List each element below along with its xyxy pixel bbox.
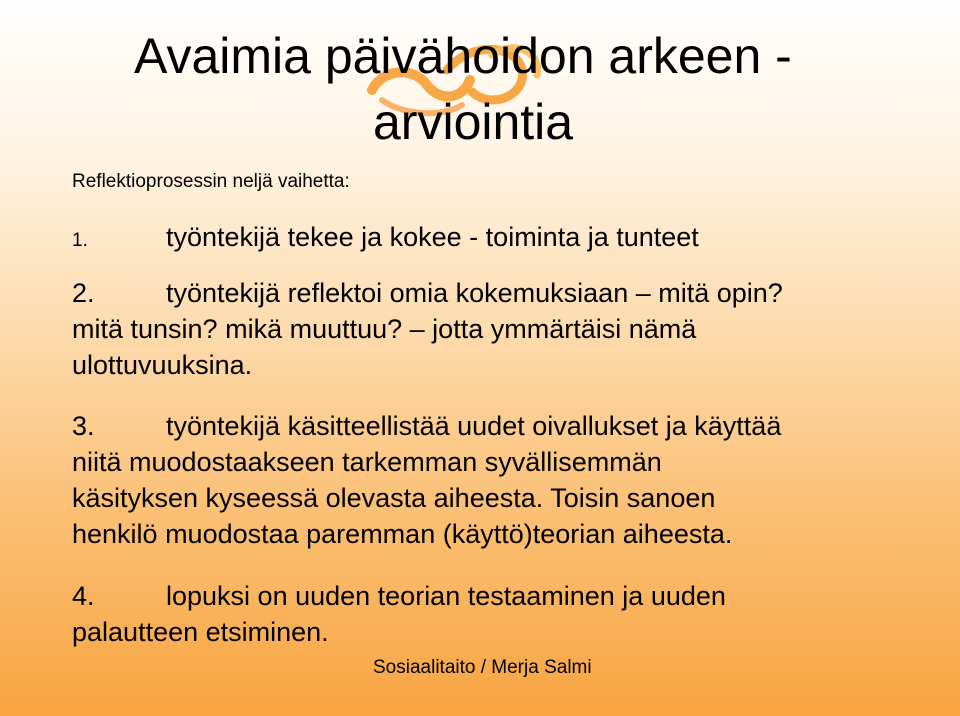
list-item-2 <box>72 275 942 383</box>
list-item-text: työntekijä reflektoi omia kokemuksiaan – mitä opin? <box>166 278 783 308</box>
list-item-1 <box>72 219 942 259</box>
list-item-number: 2. <box>72 278 95 308</box>
list-item-text: henkilö muodostaa paremman (käyttö)teorian aiheesta. <box>72 519 733 549</box>
list-item-text: palautteen etsiminen. <box>72 617 329 647</box>
slide-title-continued: arviointia <box>373 94 574 150</box>
list-item-text: työntekijä käsitteellistää uudet oivallukset ja käyttää <box>166 411 782 441</box>
list-item-text: niitä muodostaakseen tarkemman syvällisemmän <box>72 447 662 477</box>
list-item-text: käsityksen kyseessä olevasta aiheesta. Toisin sanoen <box>72 483 716 513</box>
list-item-4 <box>72 578 942 650</box>
list-item-text: työntekijä tekee ja kokee - toiminta ja tunteet <box>166 222 699 252</box>
list-item-text: ulottuvuuksina. <box>72 350 253 380</box>
slide-footer: Sosiaalitaito / Merja Salmi <box>373 657 592 678</box>
list-item-number: 3. <box>72 411 95 441</box>
list-item-text: lopuksi on uuden teorian testaaminen ja uuden <box>166 581 726 611</box>
list-item-3 <box>72 408 942 552</box>
slide-title: Avaimia päivähoidon arkeen - <box>134 28 792 84</box>
slide-subtitle: Reflektioprosessin neljä vaihetta: <box>72 171 350 192</box>
list-item-number: 1. <box>72 230 88 251</box>
list-item-text: mitä tunsin? mikä muuttuu? – jotta ymmärtäisi nämä <box>72 314 697 344</box>
list-item-number: 4. <box>72 581 95 611</box>
